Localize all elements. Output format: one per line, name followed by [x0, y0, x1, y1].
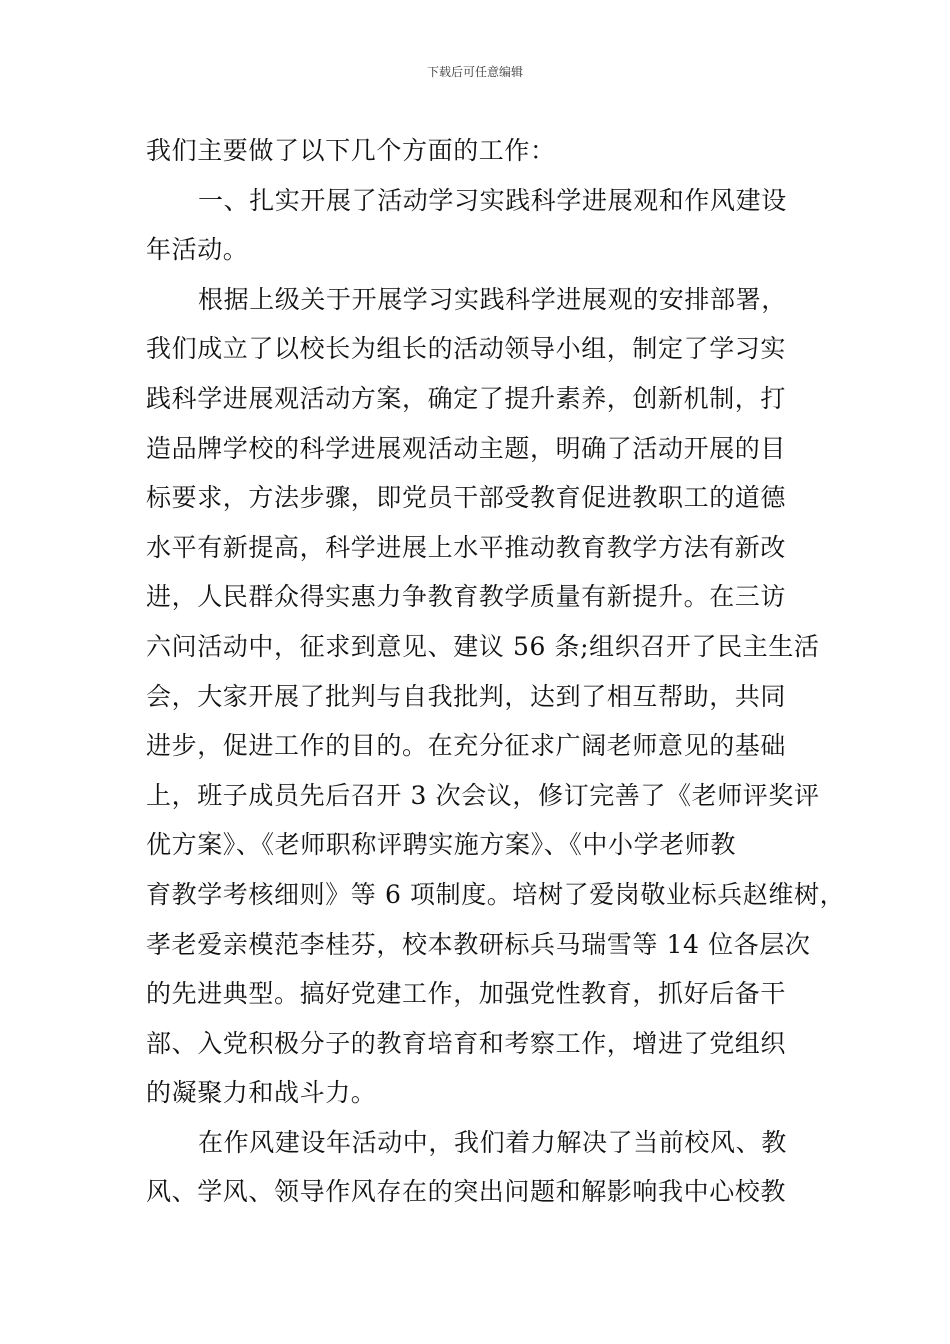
text-line: 六问活动中，征求到意见、建议 56 条;组织召开了民主生活	[146, 631, 820, 661]
text-line: 育教学考核细则》等 6 项制度。培树了爱岗敬业标兵赵维树，	[146, 879, 846, 909]
text-line: 部、入党积极分子的教育培育和考察工作，增进了党组织	[146, 1028, 787, 1058]
text-line: 风、学风、领导作风存在的突出问题和解影响我中心校教	[146, 1177, 787, 1207]
text-line: 我们主要做了以下几个方面的工作：	[146, 136, 556, 165]
text-line: 在作风建设年活动中，我们着力解决了当前校风、教	[198, 1127, 787, 1157]
text-line: 孝老爱亲模范李桂芬，校本教研标兵马瑞雪等 14 位各层次	[146, 929, 811, 959]
text-line: 优方案》、《老师职称评聘实施方案》、《中小学老师教	[146, 830, 737, 860]
text-line: 标要求，方法步骤，即党员干部受教育促进教职工的道德	[146, 483, 787, 513]
text-line: 进，人民群众得实惠力争教育教学质量有新提升。在三访	[146, 582, 787, 612]
text-line: 年活动。	[146, 235, 249, 265]
text-line: 的先进典型。搞好党建工作，加强党性教育，抓好后备干	[146, 979, 787, 1009]
text-line: 进步，促进工作的目的。在充分征求广阔老师意见的基础	[146, 731, 787, 761]
text-line: 的凝聚力和战斗力。	[146, 1078, 377, 1108]
text-line: 水平有新提高，科学进展上水平推动教育教学方法有新改	[146, 532, 787, 562]
page-header: 下载后可任意编辑	[426, 65, 523, 79]
text-line: 造品牌学校的科学进展观活动主题，明确了活动开展的目	[146, 433, 787, 463]
text-line: 我们成立了以校长为组长的活动领导小组，制定了学习实	[146, 334, 787, 364]
text-line: 践科学进展观活动方案，确定了提升素养，创新机制，打	[146, 383, 787, 413]
text-line: 上，班子成员先后召开 3 次会议，修订完善了《老师评奖评	[146, 780, 820, 810]
document-body	[146, 126, 846, 1217]
text-line: 一、扎实开展了活动学习实践科学进展观和作风建设	[198, 185, 787, 215]
text-line: 根据上级关于开展学习实践科学进展观的安排部署，	[198, 284, 787, 314]
text-line: 会，大家开展了批判与自我批判，达到了相互帮助，共同	[146, 681, 787, 711]
